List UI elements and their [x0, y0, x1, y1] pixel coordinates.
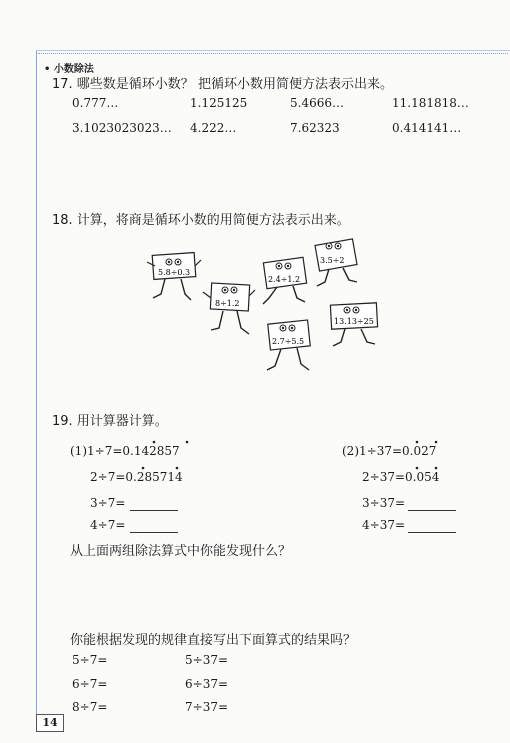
- q17-item: 4.222…: [190, 121, 237, 135]
- q19-title: 19. 用计算器计算。: [52, 414, 168, 429]
- q19-question-1: 从上面两组除法算式中你能发现什么？: [70, 544, 292, 559]
- q19-list-item: 7÷37=: [185, 700, 229, 714]
- cartoon-card: [267, 320, 310, 370]
- q17-item: 0.414141…: [392, 121, 462, 135]
- page-number: 14: [36, 714, 64, 732]
- q17-item: 3.1023023023…: [72, 121, 172, 135]
- answer-blank[interactable]: [130, 510, 178, 511]
- q19-list-item: 6÷37=: [185, 677, 229, 691]
- repeating-digits: 142857: [133, 444, 180, 458]
- q19-right-row4: 4÷37=: [362, 518, 406, 532]
- q19-right-row3: 3÷37=: [362, 496, 406, 510]
- card-label: 3.5÷2: [320, 256, 345, 265]
- q19-left-row4: 4÷7=: [90, 518, 126, 532]
- q19-right-row2: 2÷37=0.054: [362, 470, 440, 484]
- cartoon-division-cards: [145, 232, 385, 382]
- repeating-digits: 027: [413, 444, 437, 458]
- card-label: 2.4÷1.2: [268, 275, 301, 284]
- cartoon-card: [263, 257, 307, 304]
- card-label: 2.7÷5.5: [272, 337, 305, 346]
- card-label: 5.8÷0.3: [158, 268, 191, 277]
- q19-right-row1: (2)1÷37=0.027: [342, 444, 437, 458]
- q19-list-item: 5÷7=: [72, 653, 108, 667]
- q17-item: 1.125125: [190, 96, 248, 110]
- cartoon-card: [315, 239, 357, 286]
- q17-item: 5.4666…: [290, 96, 344, 110]
- section-tag: • 小数除法: [44, 64, 94, 75]
- repeat-dots: [414, 464, 444, 472]
- cartoon-card: [147, 253, 201, 300]
- cartoon-card: [330, 303, 377, 346]
- answer-blank[interactable]: [408, 532, 456, 533]
- top-rule: [36, 50, 510, 51]
- q17-item: 0.777…: [72, 96, 119, 110]
- repeating-digits: 054: [416, 470, 440, 484]
- q19-left-row2: 2÷7=0.285714: [90, 470, 183, 484]
- answer-blank[interactable]: [130, 532, 178, 533]
- repeat-dots: [150, 438, 210, 446]
- dotted-rule: [38, 53, 508, 54]
- card-label: 8÷1.2: [215, 299, 240, 308]
- answer-blank[interactable]: [408, 510, 456, 511]
- repeat-dots: [414, 438, 444, 446]
- q19-question-2: 你能根据发现的规律直接写出下面算式的结果吗？: [70, 633, 357, 648]
- q18-title: 18. 计算，将商是循环小数的用简便方法表示出来。: [52, 213, 350, 228]
- q19-left-row1: (1)1÷7=0.142857: [70, 444, 180, 458]
- q17-item: 11.181818…: [392, 96, 469, 110]
- q19-left-row3: 3÷7=: [90, 496, 126, 510]
- margin-line: [36, 50, 37, 718]
- repeat-dots: [140, 464, 200, 472]
- q19-list-item: 6÷7=: [72, 677, 108, 691]
- card-label: 13.13÷25: [334, 317, 374, 326]
- q19-list-item: 5÷37=: [185, 653, 229, 667]
- cartoon-card: [203, 283, 255, 334]
- q19-list-item: 8÷7=: [72, 700, 108, 714]
- q17-title: 17. 哪些数是循环小数？ 把循环小数用简便方法表示出来。: [52, 77, 393, 92]
- repeating-digits: 285714: [136, 470, 183, 484]
- q17-item: 7.62323: [290, 121, 340, 135]
